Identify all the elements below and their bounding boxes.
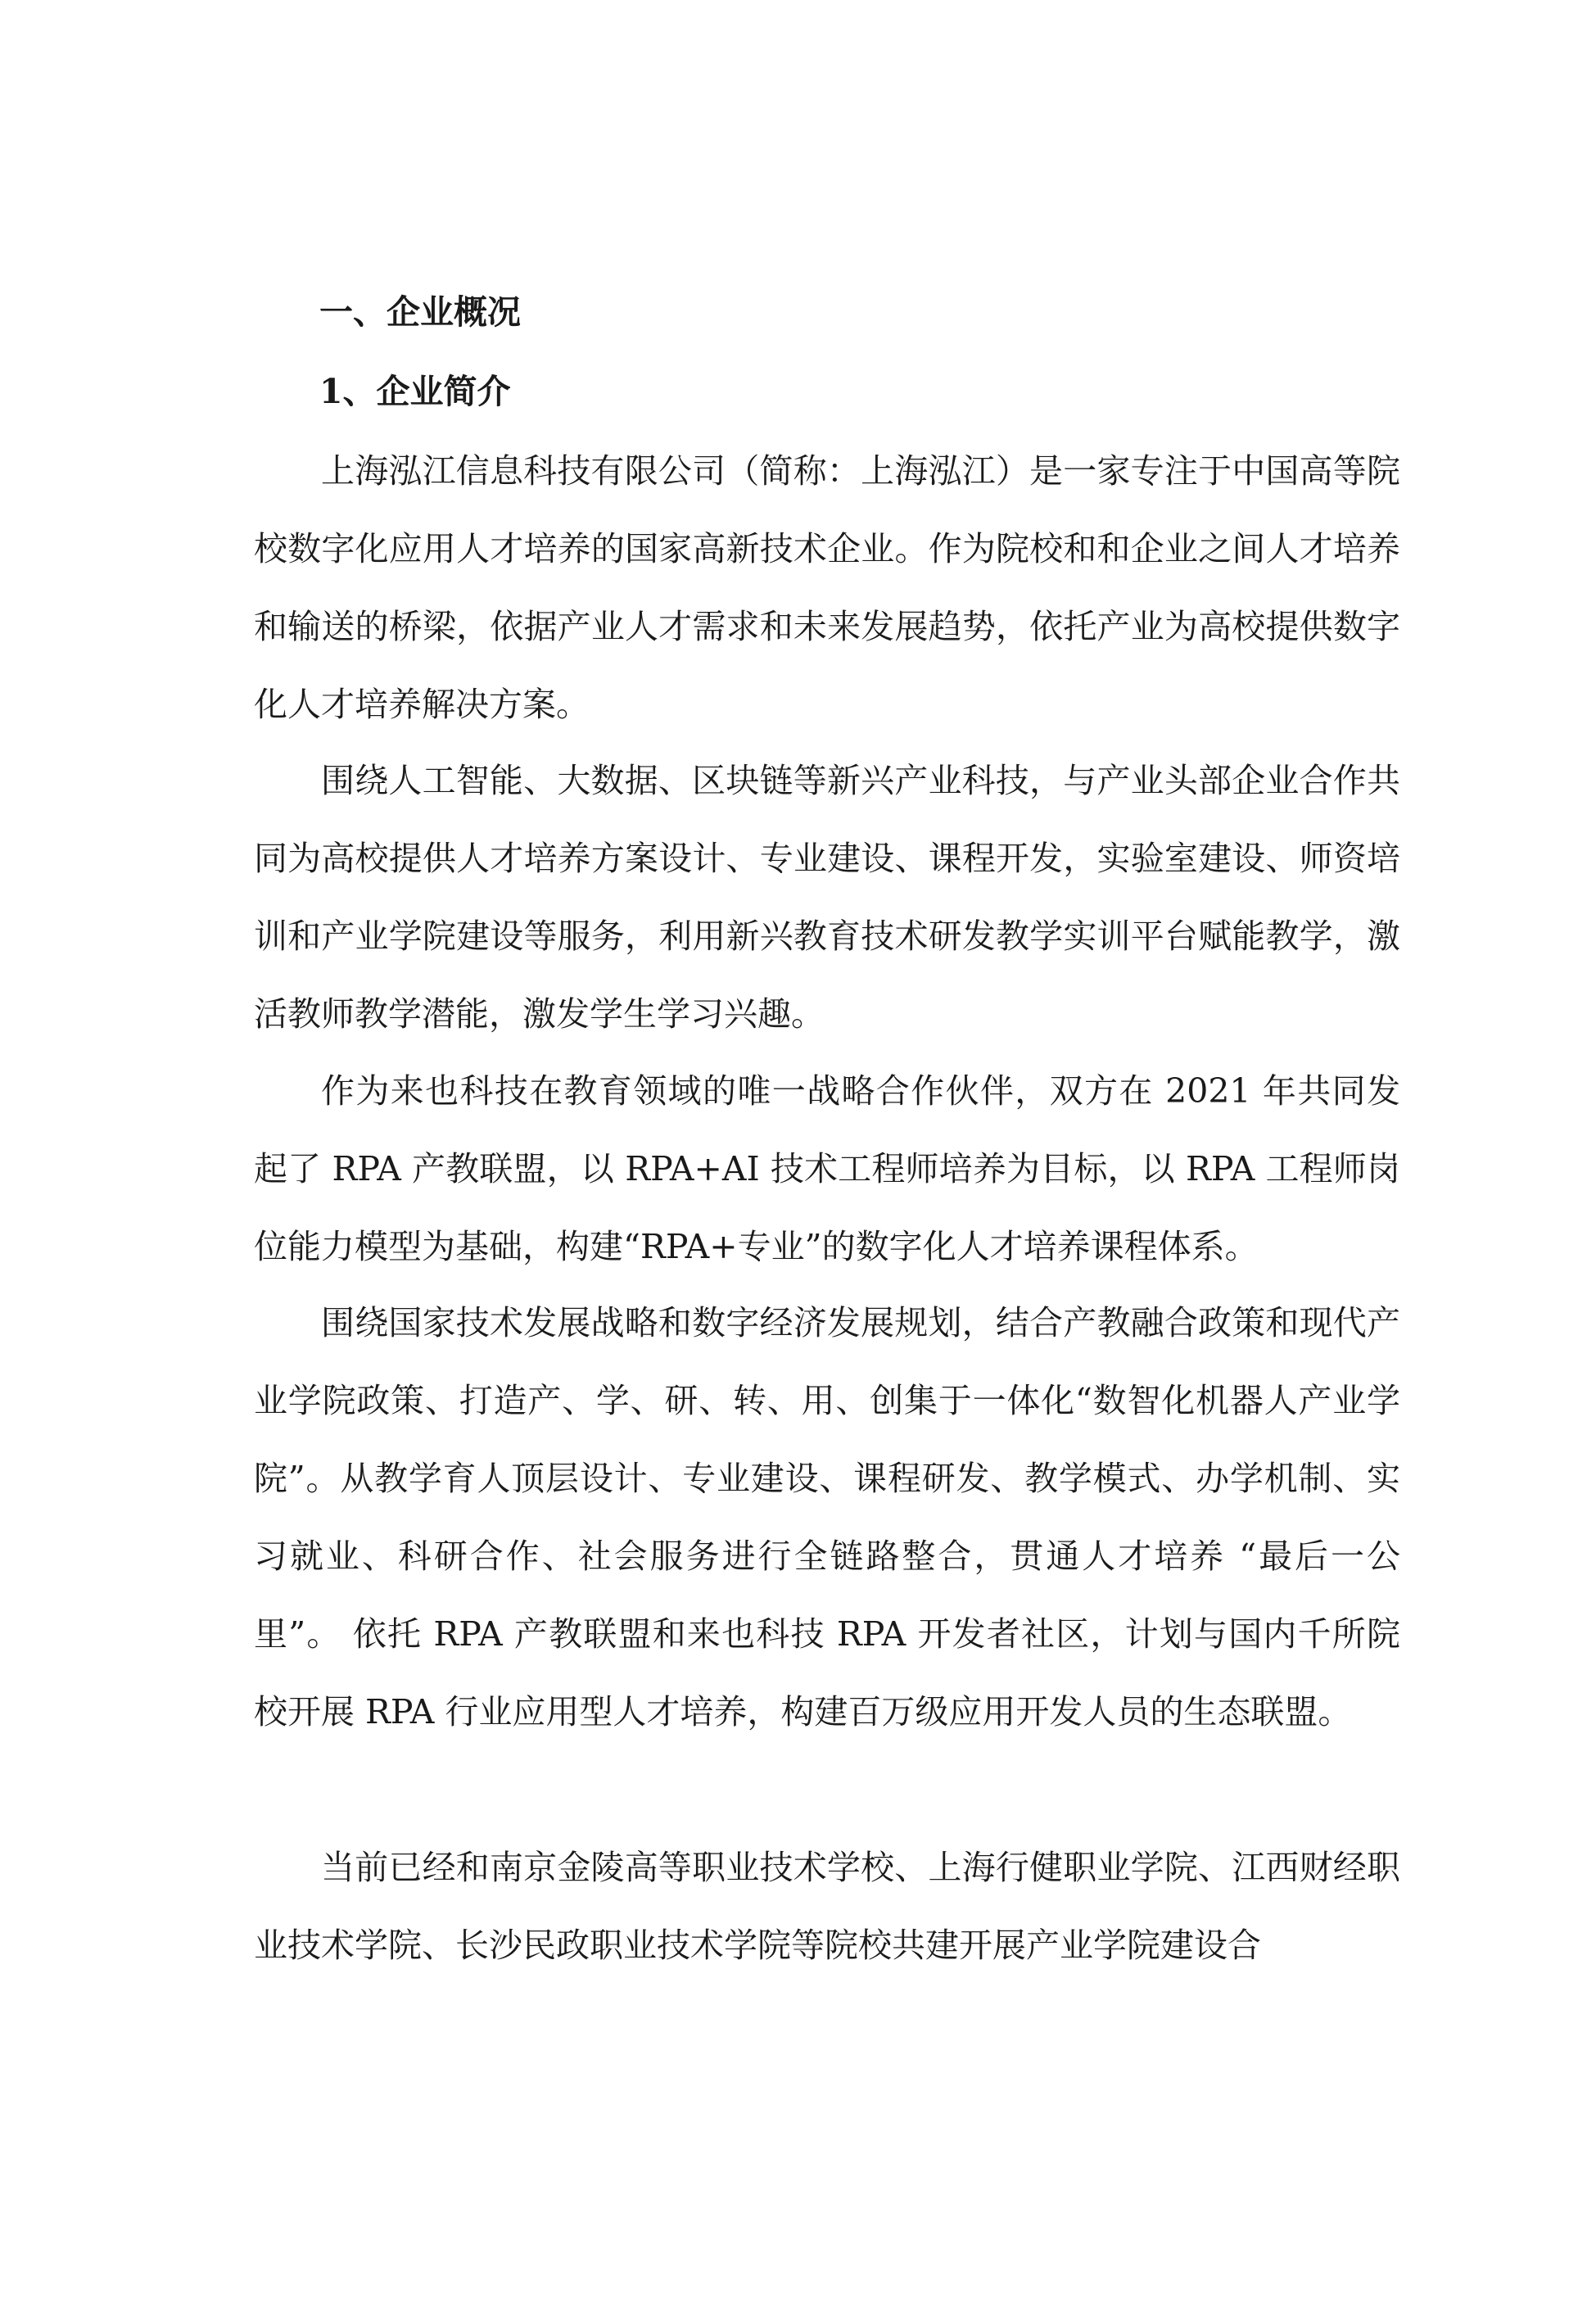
section-heading: 一、企业概况 <box>319 292 521 332</box>
paragraph-rpa-alliance: 作为来也科技在教育领域的唯一战略合作伙伴，双方在 2021 年共同发起了 RPA 产教联盟，以 RPA+AI 技术工程师培养为目标，以 RPA 工程师岗位能力模型为基础，构建“RPA+专业”的数字化人才培养课程体系。 <box>254 1071 1400 1266</box>
document-page <box>254 0 1400 2322</box>
paragraph-company-intro: 上海泓江信息科技有限公司（简称：上海泓江）是一家专注于中国高等院校数字化应用人才培养的国家高新技术企业。作为院校和和企业之间人才培养和输送的桥梁，依据产业人才需求和未来发展趋势，依托产业为高校提供数字化人才培养解决方案。 <box>254 451 1400 724</box>
paragraph-services: 围绕人工智能、大数据、区块链等新兴产业科技，与产业头部企业合作共同为高校提供人才培养方案设计、专业建设、课程开发，实验室建设、师资培训和产业学院建设等服务，利用新兴教育技术研发教学实训平台赋能教学，激活教师教学潜能，激发学生学习兴趣。 <box>254 761 1400 1034</box>
paragraph-partners: 当前已经和南京金陵高等职业技术学校、上海行健职业学院、江西财经职业技术学院、长沙民政职业技术学院等院校共建开展产业学院建设合 <box>254 1848 1400 1965</box>
paragraph-industry-college: 围绕国家技术发展战略和数字经济发展规划，结合产教融合政策和现代产业学院政策、打造产、学、研、转、用、创集于一体化“数智化机器人产业学院”。从教学育人顶层设计、专业建设、课程研发、教学模式、办学机制、实习就业、科研合作、社会服务进行全链路整合，贯通人才培养 “最后一公里”。 依托 RPA 产教联盟和来也科技 RPA 开发者社区，计划与国内千所院校开展 RPA 行业应用型人才培养，构建百万级应用开发人员的生态联盟。 <box>254 1303 1400 1731</box>
subsection-heading: 1、企业简介 <box>319 372 511 411</box>
